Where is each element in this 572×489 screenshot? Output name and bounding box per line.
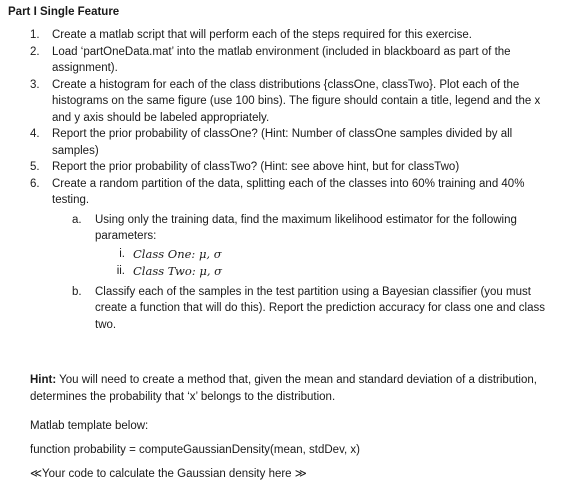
list-item bbox=[0, 126, 572, 159]
function-signature: function probability = computeGaussianDensity(mean, stdDev, x) bbox=[30, 444, 360, 456]
template-label: Matlab template below: bbox=[30, 420, 149, 432]
step-text: Report the prior probability of classTwo? (Hint: see above hint, but for classTwo) bbox=[52, 161, 460, 173]
step-text: Create a random partition of the data, splitting each of the classes into 60% training and 40% testing. bbox=[52, 177, 525, 206]
list-item bbox=[0, 159, 572, 176]
step-number: 1. bbox=[30, 29, 40, 41]
step-number: 6. bbox=[30, 177, 40, 190]
step-text: Create a histogram for each of the class distributions {classOne, classTwo}. Plot each of the histograms on the same figure (use 100 bins). The figure should contain a title, legend and the x and y axis should be labeled appropriately. bbox=[52, 78, 541, 124]
step-number: 2. bbox=[30, 45, 40, 58]
parameter-numeral: i. bbox=[119, 247, 125, 260]
substep-letter: a. bbox=[72, 213, 82, 226]
steps-list bbox=[0, 27, 572, 336]
step-number: 3. bbox=[30, 78, 40, 91]
section-heading: Part I Single Feature bbox=[8, 6, 120, 18]
hint-text: You will need to create a method that, given the mean and standard deviation of a distribution, determines the probability that ‘x’ belongs to the distribution. bbox=[30, 374, 537, 403]
parameter-numeral: ii. bbox=[116, 265, 125, 277]
list-item bbox=[0, 176, 572, 334]
step-text: Report the prior probability of classOne? (Hint: Number of classOne samples divided by all samples) bbox=[52, 128, 513, 157]
step-text: Create a matlab script that will perform each of the steps required for this exercise. bbox=[52, 29, 472, 41]
list-item bbox=[52, 212, 558, 281]
list-item bbox=[0, 27, 572, 44]
hint-label: Hint: bbox=[30, 374, 57, 386]
substep-letter: b. bbox=[72, 285, 82, 298]
hint-paragraph bbox=[30, 372, 550, 405]
list-item bbox=[0, 44, 572, 77]
parameter-text: Class Two: μ, σ bbox=[133, 264, 222, 278]
list-item bbox=[0, 77, 572, 127]
list-item bbox=[95, 263, 558, 281]
substeps-list bbox=[52, 212, 558, 334]
substep-text: Using only the training data, find the maximum likelihood estimator for the following parameters: bbox=[95, 213, 517, 242]
list-item bbox=[52, 284, 558, 334]
parameter-text: Class One: μ, σ bbox=[133, 246, 222, 261]
step-text: Load ‘partOneData.mat’ into the matlab environment (included in blackboard as part of the assignment). bbox=[52, 45, 511, 74]
list-item bbox=[95, 246, 558, 264]
step-number: 4. bbox=[30, 128, 40, 140]
step-number: 5. bbox=[30, 161, 40, 173]
code-placeholder: ≪Your code to calculate the Gaussian density here ≫ bbox=[30, 468, 307, 480]
parameters-list bbox=[95, 246, 558, 281]
substep-text: Classify each of the samples in the test partition using a Bayesian classifier (you must create a function that will do this). Report the prediction accuracy for class one and class two. bbox=[95, 285, 546, 331]
